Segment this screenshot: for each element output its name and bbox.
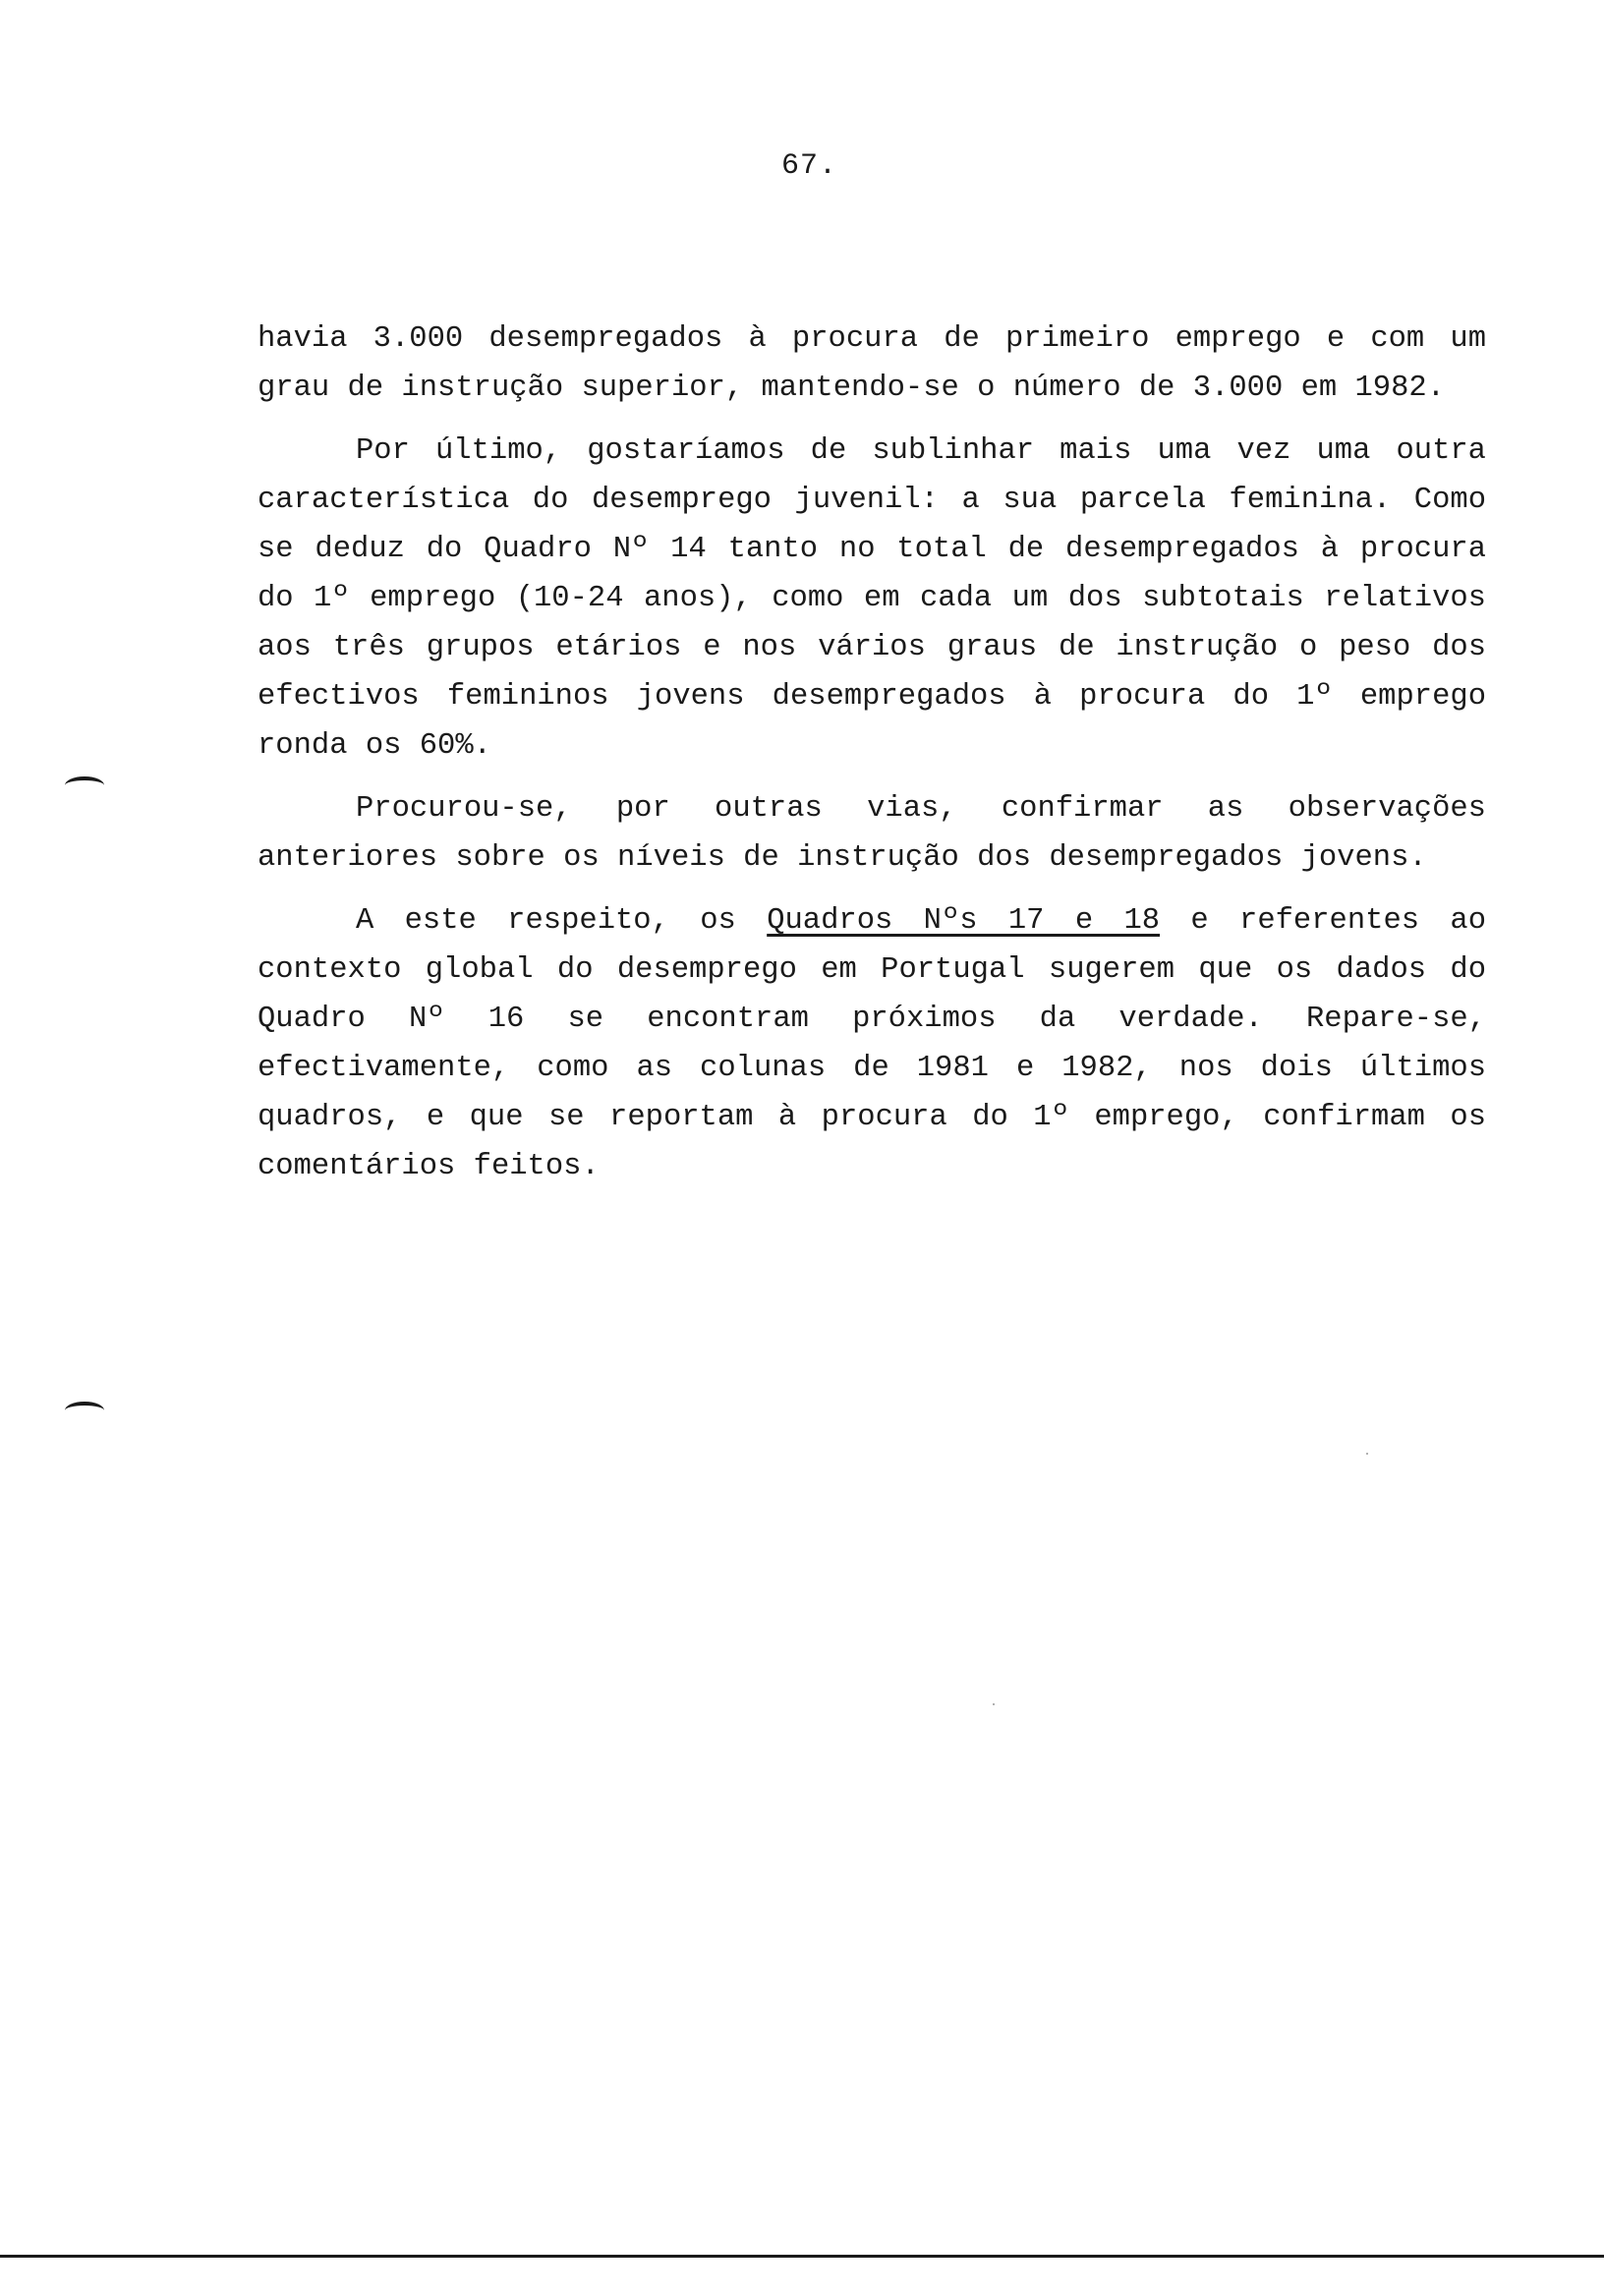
paragraph-2: Por último, gostaríamos de sublinhar mais uma vez uma outra característica do desemprego juvenil: a sua parcela feminina. Como se deduz do Quadro Nº 14 tanto no total de desempregados à procura do 1º emprego (10-24 anos), como em cada um dos subtotais relativos aos três grupos etários e nos vários graus de instrução o peso dos efectivos femininos jovens desempregados à procura do 1º emprego ronda os 60%. xyxy=(258,434,1486,763)
paragraph-4-rest: e referentes ao contexto global do desemprego em Portugal sugerem que os dados do Quadro Nº 16 se encontram próximos da verdade. Repare-se, efectivamente, como as colunas de 1981 e 1982, nos dois últimos quadros, e que se reportam à procura do 1º emprego, confirmam os comentários feitos. xyxy=(258,904,1486,1183)
scan-speck xyxy=(993,1703,995,1705)
paragraph-4 xyxy=(258,896,1486,1191)
quadros-reference: Quadros Nºs 17 e 18 xyxy=(767,904,1161,938)
scan-mark xyxy=(65,776,104,794)
body-text xyxy=(258,315,1486,1205)
bottom-rule xyxy=(0,2255,1604,2258)
scan-speck xyxy=(1366,1453,1368,1455)
paragraph-1: havia 3.000 desempregados à procura de primeiro emprego e com um grau de instrução superior, mantendo-se o número de 3.000 em 1982. xyxy=(258,322,1486,405)
page-number: 67. xyxy=(781,149,838,183)
scan-mark xyxy=(65,1402,104,1419)
paragraph-3: Procurou-se, por outras vias, confirmar as observações anteriores sobre os níveis de instrução dos desempregados jovens. xyxy=(258,792,1486,875)
paragraph-4-lead: A este respeito, os xyxy=(356,904,768,938)
